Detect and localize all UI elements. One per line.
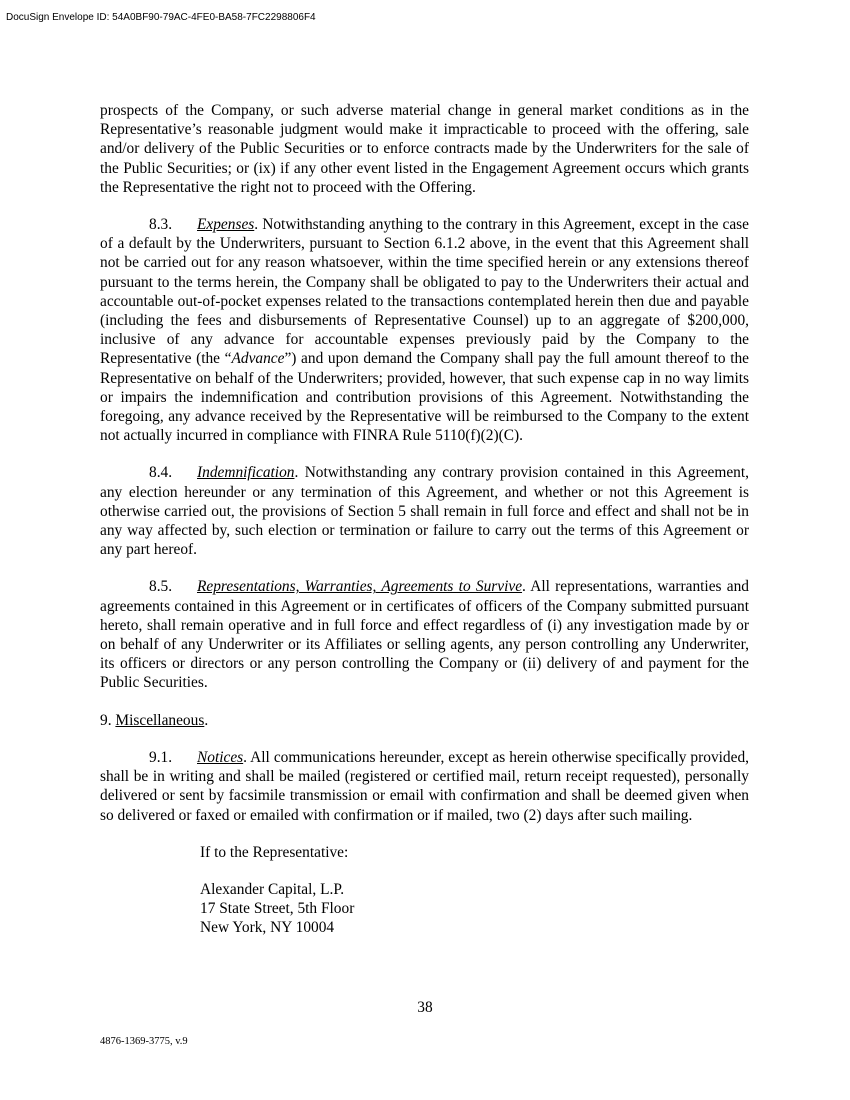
section-text: . All representations, warranties and agreements contained in this Agreement or in certificates of officers of the Company submitted pursuant hereto, shall remain operative and in full force and effect regardless of (i) any investigation made by or on behalf of any Underwriter or its Affiliates or selling agents, any person controlling any Underwriter, its officers or directors or any person controlling the Company or (ii) delivery of and payment for the Public Securities. bbox=[100, 578, 749, 692]
section-8-3 bbox=[100, 215, 749, 445]
section-text: . All communications hereunder, except as herein otherwise specifically provided, shall be in writing and shall be mailed (registered or certified mail, return receipt requested), personally delivered or sent by facsimile transmission or email with confirmation and shall be deemed given when so delivered or faxed or emailed with confirmation or if mailed, two (2) days after such mailing. bbox=[100, 748, 749, 824]
section-heading: Indemnification bbox=[197, 464, 295, 482]
section-heading: Miscellaneous bbox=[115, 711, 205, 729]
section-9 bbox=[100, 711, 749, 730]
section-9-1 bbox=[100, 748, 749, 825]
address-line: New York, NY 10004 bbox=[200, 919, 335, 937]
section-8-5 bbox=[100, 577, 749, 692]
section-text: . Notwithstanding anything to the contrary in this Agreement, except in the case of a default by the Underwriters, pursuant to Section 6.1.2 above, in the event that this Agreement shall not be carried out for any reason whatsoever, within the time specified herein or any extensions thereof pursuant to the terms herein, the Company shall be obligated to pay to the Underwriters their actual and accountable out-of-pocket expenses related to the transactions contemplated herein then due and payable (including the fees and disbursements of Representative Counsel) up to an aggregate of $200,000, inclusive of any advance for accountable expenses previously paid by the Company to the Representative (the “ bbox=[100, 216, 749, 368]
section-number: 8.4. bbox=[149, 464, 173, 482]
section-text: . Notwithstanding any contrary provision contained in this Agreement, any election hereunder or any termination of this Agreement, and whether or not this Agreement is otherwise carried out, the provisions of Section 5 shall remain in full force and effect and shall not be in any way affected by, such election or termination or failure to carry out the terms of this Agreement or any part hereof. bbox=[100, 464, 749, 559]
envelope-id-header: DocuSign Envelope ID: 54A0BF90-79AC-4FE0-BA58-7FC2298806F4 bbox=[6, 12, 316, 23]
section-heading: Expenses bbox=[197, 216, 255, 234]
address-line: Alexander Capital, L.P. bbox=[200, 880, 345, 898]
notice-recipient-label: If to the Representative: bbox=[200, 843, 349, 861]
section-number: 9.1. bbox=[149, 748, 173, 766]
document-body bbox=[100, 101, 749, 938]
defined-term: Advance bbox=[231, 350, 285, 368]
section-heading: Representations, Warranties, Agreements to Survive bbox=[197, 578, 523, 596]
address-block bbox=[200, 880, 749, 938]
document-id-footer: 4876-1369-3775, v.9 bbox=[100, 1036, 188, 1047]
section-period: . bbox=[204, 711, 209, 729]
section-heading: Notices bbox=[197, 748, 244, 766]
section-number: 8.5. bbox=[149, 578, 173, 596]
section-text-cont: ”) and upon demand the Company shall pay the full amount thereof to the Representative on behalf of the Underwriters; provided, however, that such expense cap in no way limits or impairs the indemnification and contribution provisions of this Agreement. Notwithstanding the foregoing, any advance received by the Representative will be reimbursed to the Company to the extent not actually incurred in compliance with FINRA Rule 5110(f)(2)(C). bbox=[100, 350, 749, 445]
section-number: 8.3. bbox=[149, 216, 173, 234]
section-8-4 bbox=[100, 463, 749, 559]
continuation-paragraph: prospects of the Company, or such adverse material change in general market conditions as in the Representative’s reasonable judgment would make it impracticable to proceed with the offering, sale and/or delivery of the Public Securities or to enforce contracts made by the Underwriters for the sale of the Public Securities; or (ix) if any other event listed in the Engagement Agreement occurs which grants the Representative the right not to proceed with the Offering. bbox=[100, 102, 749, 196]
address-line: 17 State Street, 5th Floor bbox=[200, 900, 355, 918]
section-number: 9. bbox=[100, 711, 112, 729]
page-number: 38 bbox=[417, 999, 433, 1016]
